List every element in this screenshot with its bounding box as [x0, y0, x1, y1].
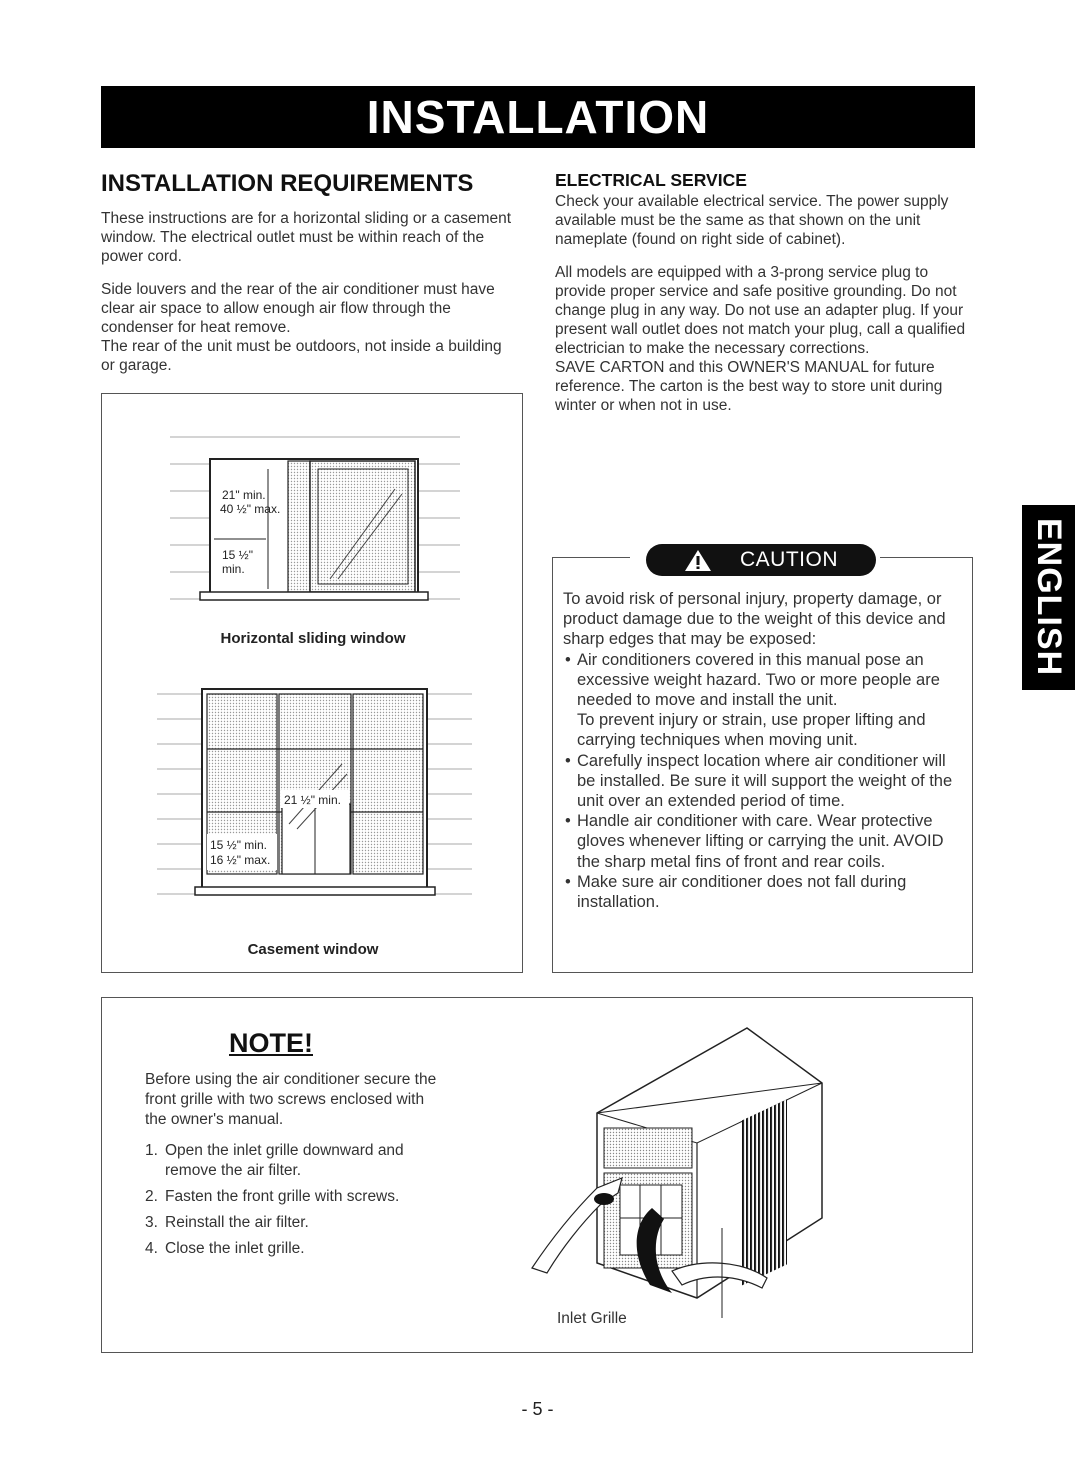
requirements-paragraph-2: Side louvers and the rear of the air conditioner must have clear air space to allow enough air flow through the condenser for heat remove. — [101, 281, 495, 336]
note-box — [101, 997, 973, 1353]
requirements-paragraph-3: The rear of the unit must be outdoors, not inside a building or garage. — [101, 338, 502, 374]
sliding-window-illustration — [170, 429, 460, 614]
note-intro: Before using the air conditioner secure the front grille with two screws enclosed with the owner's manual. — [145, 1071, 437, 1128]
page-title: INSTALLATION — [366, 91, 710, 143]
caution-badge — [646, 544, 876, 576]
sliding-dim-bottom-1: 15 ½" — [222, 548, 253, 562]
requirements-text — [101, 209, 519, 389]
casement-dim-height-1: 15 ½" min. — [210, 838, 267, 852]
window-figures-box — [101, 393, 523, 973]
caution-label: CAUTION — [740, 548, 838, 571]
electrical-paragraph-2: All models are equipped with a 3-prong service plug to provide proper service and safe positive grounding. Do not change plug in any way. Do not use an adapter plug. If your present wall outlet does not match your plug, call a qualified electrician to make the necessary corrections. — [555, 264, 966, 357]
caution-item: • Air conditioners covered in this manual pose an excessive weight hazard. Two or more people are needed to move and install the unit. — [563, 650, 963, 711]
language-tab-label: ENGLISH — [1030, 518, 1068, 677]
note-step: 2. Fasten the front grille with screws. — [145, 1188, 400, 1205]
caution-item-continuation: To prevent injury or strain, use proper lifting and carrying techniques when moving unit. — [577, 711, 926, 750]
caution-text — [563, 589, 963, 912]
language-tab — [1022, 505, 1075, 690]
casement-window-illustration — [157, 684, 472, 909]
warning-icon — [684, 548, 712, 572]
caution-item: • Carefully inspect location where air conditioner will be installed. Be sure it will support the weight of the unit over an extended period of time. — [563, 751, 963, 812]
caution-intro: To avoid risk of personal injury, property damage, or product damage due to the weight of this device and sharp edges that may be exposed: — [563, 590, 946, 649]
caution-item: • Make sure air conditioner does not fall during installation. — [563, 872, 963, 912]
inlet-grille-label: Inlet Grille — [557, 1310, 627, 1327]
sliding-window-caption: Horizontal sliding window — [220, 630, 406, 647]
page-title-bar — [101, 86, 975, 148]
caution-box — [552, 548, 973, 973]
casement-window-caption: Casement window — [247, 941, 379, 958]
note-heading: NOTE! — [229, 1028, 313, 1058]
requirements-paragraph-1: These instructions are for a horizontal sliding or a casement window. The electrical outlet must be within reach of the power cord. — [101, 210, 512, 265]
note-step: 1. Open the inlet grille downward and remove the air filter. — [145, 1142, 404, 1179]
page-number: - 5 - — [521, 1399, 554, 1419]
sliding-dim-bottom-2: min. — [222, 562, 245, 576]
casement-dim-width: 21 ½" min. — [284, 793, 341, 807]
air-conditioner-illustration — [522, 1023, 842, 1318]
note-step: 3. Reinstall the air filter. — [145, 1214, 309, 1231]
casement-dim-height-2: 16 ½" max. — [210, 853, 271, 867]
requirements-heading: INSTALLATION REQUIREMENTS — [101, 170, 474, 197]
sliding-dim-top-2: 40 ½" max. — [220, 502, 281, 516]
caution-item: • Handle air conditioner with care. Wear protective gloves whenever lifting or carrying the unit. AVOID the sharp metal fins of front and rear coils. — [563, 811, 963, 872]
note-steps — [145, 1141, 465, 1265]
note-step: 4. Close the inlet grille. — [145, 1240, 305, 1257]
electrical-paragraph-3: SAVE CARTON and this OWNER'S MANUAL for future reference. The carton is the best way to store unit during winter or when not in use. — [555, 359, 943, 414]
electrical-heading: ELECTRICAL SERVICE — [555, 170, 747, 190]
electrical-text — [555, 192, 973, 429]
sliding-dim-top-1: 21" min. — [222, 488, 266, 502]
electrical-paragraph-1: Check your available electrical service. The power supply available must be the same as that shown on the unit nameplate (found on right side of cabinet). — [555, 193, 949, 248]
